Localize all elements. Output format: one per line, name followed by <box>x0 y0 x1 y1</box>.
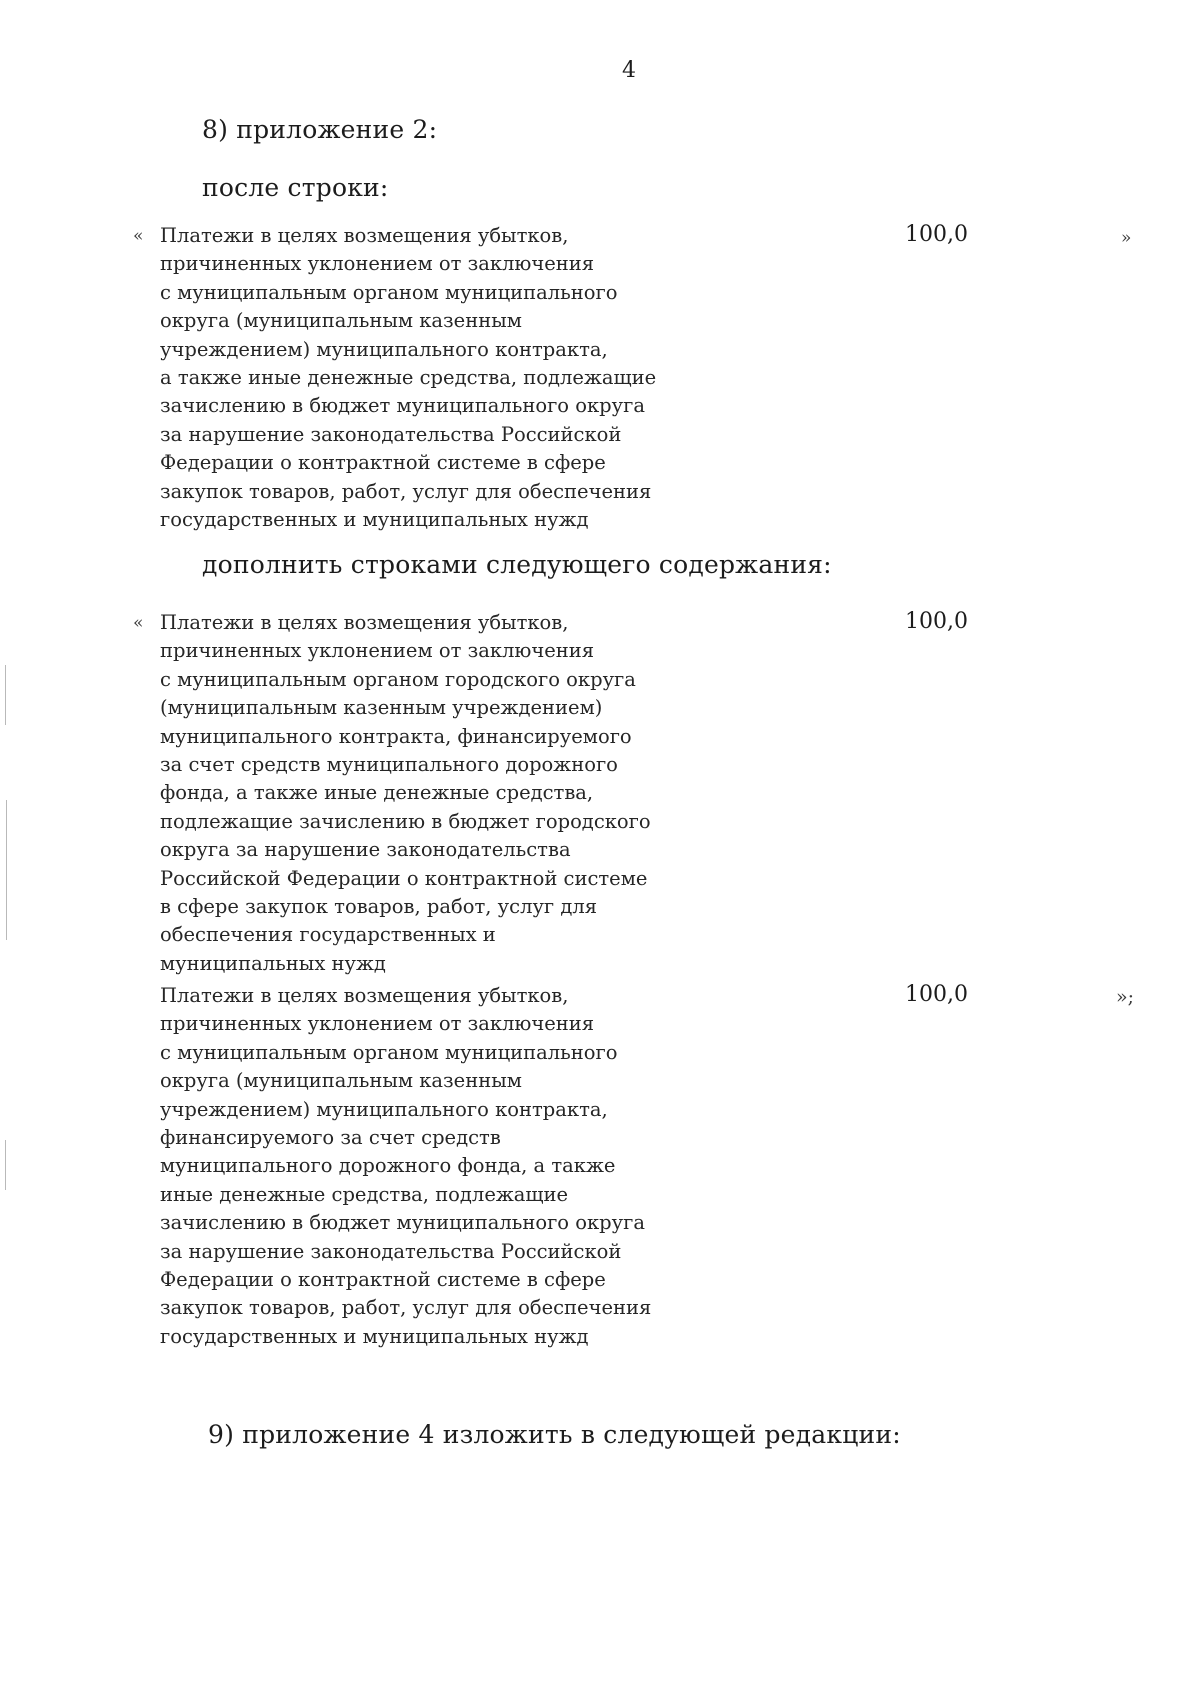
text-line: муниципальных нужд <box>160 951 386 975</box>
text-line: зачислению в бюджет муниципального округа <box>160 394 645 418</box>
text-line: муниципального дорожного фонда, а также <box>160 1154 616 1178</box>
row-new-2-close-quote: »; <box>1116 986 1135 1008</box>
row-new-1-open-quote: « <box>133 613 144 633</box>
row-new-1-value: 100,0 <box>905 609 968 634</box>
text-line: причиненных уклонением от заключения <box>160 252 595 276</box>
row-original-text <box>160 222 656 534</box>
text-line: с муниципальным органом городского округа <box>160 667 636 691</box>
text-line: закупок товаров, работ, услуг для обеспечения <box>160 479 652 503</box>
text-line: Российской Федерации о контрактной системе <box>160 866 648 890</box>
text-line: фонда, а также иные денежные средства, <box>160 781 594 805</box>
text-line: государственных и муниципальных нужд <box>160 508 589 532</box>
text-line: округа (муниципальным казенным <box>160 1069 522 1093</box>
row-original-close-quote: » <box>1121 228 1132 248</box>
item-8-heading: 8) приложение 2: <box>202 115 438 144</box>
scan-artifact <box>5 1140 6 1190</box>
text-line: причиненных уклонением от заключения <box>160 1012 595 1036</box>
row-new-2-value: 100,0 <box>905 982 968 1007</box>
text-line: зачислению в бюджет муниципального округа <box>160 1211 645 1235</box>
text-line: Платежи в целях возмещения убытков, <box>160 224 569 247</box>
text-line: учреждением) муниципального контракта, <box>160 337 608 361</box>
text-line: Федерации о контрактной системе в сфере <box>160 451 606 475</box>
text-line: с муниципальным органом муниципального <box>160 280 618 304</box>
text-line: Федерации о контрактной системе в сфере <box>160 1268 606 1292</box>
text-line: учреждением) муниципального контракта, <box>160 1097 608 1121</box>
text-line: причиненных уклонением от заключения <box>160 639 595 663</box>
text-line: закупок товаров, работ, услуг для обеспечения <box>160 1296 652 1320</box>
text-line: муниципального контракта, финансируемого <box>160 724 632 748</box>
text-line: за счет средств муниципального дорожного <box>160 753 618 777</box>
text-line: округа (муниципальным казенным <box>160 309 522 333</box>
text-line: с муниципальным органом муниципального <box>160 1040 618 1064</box>
text-line: а также иные денежные средства, подлежащие <box>160 366 657 390</box>
row-new-2-text <box>160 982 651 1351</box>
text-line: иные денежные средства, подлежащие <box>160 1182 569 1206</box>
row-original-value: 100,0 <box>905 222 968 247</box>
text-line: Платежи в целях возмещения убытков, <box>160 984 569 1007</box>
text-line: обеспечения государственных и <box>160 923 496 947</box>
text-line: в сфере закупок товаров, работ, услуг для <box>160 895 598 919</box>
text-line: подлежащие зачислению в бюджет городского <box>160 809 651 833</box>
row-new-1-text <box>160 609 651 978</box>
text-line: Платежи в целях возмещения убытков, <box>160 611 569 634</box>
text-line: за нарушение законодательства Российской <box>160 1239 622 1263</box>
text-line: округа за нарушение законодательства <box>160 838 571 862</box>
text-line: государственных и муниципальных нужд <box>160 1324 589 1348</box>
text-line: финансируемого за счет средств <box>160 1126 501 1150</box>
scan-artifact <box>5 665 6 725</box>
row-original-open-quote: « <box>133 226 144 246</box>
supplement-label: дополнить строками следующего содержания: <box>202 550 832 579</box>
item-9-heading: 9) приложение 4 изложить в следующей редакции: <box>208 1420 901 1449</box>
after-line-label: после строки: <box>202 173 389 202</box>
page-number: 4 <box>622 58 636 83</box>
text-line: за нарушение законодательства Российской <box>160 422 622 446</box>
text-line: (муниципальным казенным учреждением) <box>160 696 603 720</box>
scan-artifact <box>6 800 7 940</box>
